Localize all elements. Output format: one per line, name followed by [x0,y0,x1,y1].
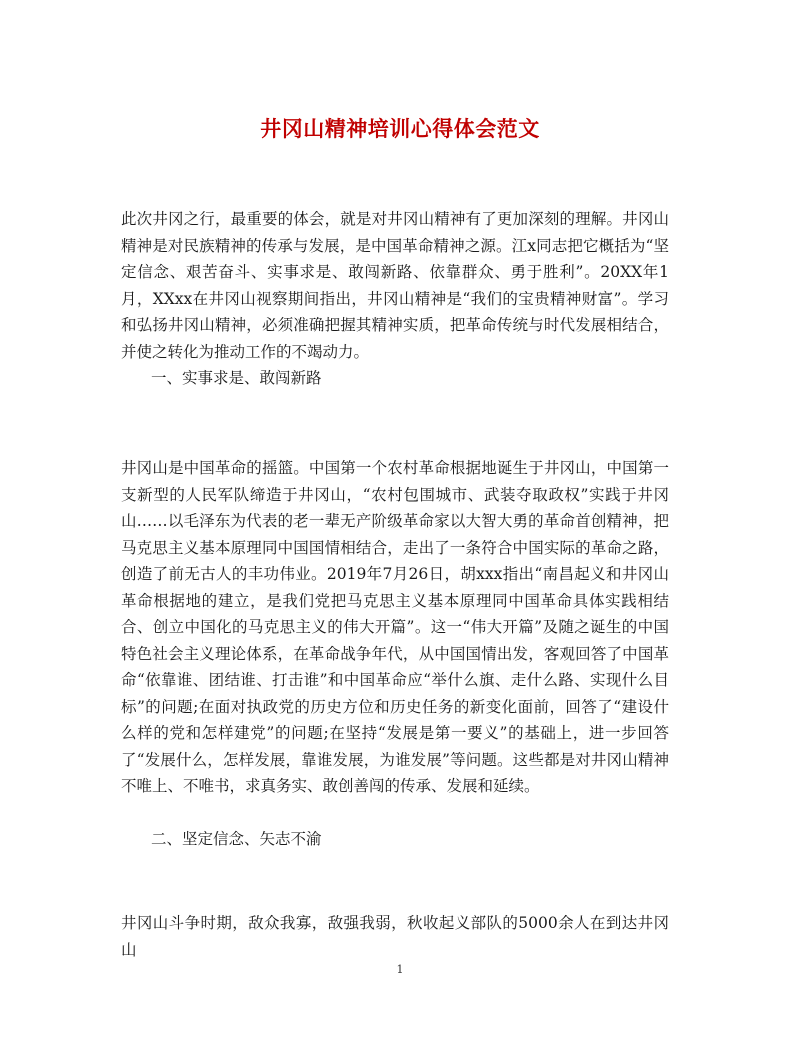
document-title: 井冈山精神培训心得体会范文 [260,116,540,141]
page-number: 1 [396,963,404,976]
section-heading-2: 二、坚定信念、矢志不渝 [151,830,322,848]
paragraph-section-1: 井冈山是中国革命的摇篮。中国第一个农村革命根据地诞生于井冈山，中国第一支新型的人民军队缔造于井冈山，“农村包围城市、武装夺取政权”实践于井冈山……以毛泽东为代表的老一辈无产阶级革命家以大智大勇的革命首创精神，把马克思主义基本原理同中国国情相结合，走出了一条符合中国实际的革命之路，创造了前无古人的丰功伟业。2019年7月26日，胡xxx指出“南昌起义和井冈山革命根据地的建立，是我们党把马克思主义基本原理同中国革命具体实践相结合、创立中国化的马克思主义的伟大开篇”。这一“伟大开篇”及随之诞生的中国特色社会主义理论体系，在革命战争年代，从中国国情出发，客观回答了中国革命“依靠谁、团结谁、打击谁”和中国革命应“举什么旗、走什么路、实现什么目标”的问题;在面对执政党的历史方位和历史任务的新变化面前，回答了“建设什么样的党和怎样建党”的问题;在坚持“发展是第一要义”的基础上，进一步回答了“发展什么，怎样发展，靠谁发展，为谁发展”等问题。这些都是对井冈山精神不唯上、不唯书，求真务实、敢创善闯的传承、发展和延续。 [121,459,669,795]
paragraph-section-2: 井冈山斗争时期，敌众我寡，敌强我弱，秋收起义部队的5000余人在到达井冈山 [121,914,669,959]
paragraph-intro: 此次井冈之行，最重要的体会，就是对井冈山精神有了更加深刻的理解。井冈山精神是对民族精神的传承与发展，是中国革命精神之源。江x同志把它概括为“坚定信念、艰苦奋斗、实事求是、敢闯新路、依靠群众、勇于胜利”。20XX年1月，XXxx在井冈山视察期间指出，井冈山精神是“我们的宝贵精神财富”。学习和弘扬井冈山精神，必须准确把握其精神实质，把革命传统与时代发展相结合，并使之转化为推动工作的不竭动力。 [121,210,669,361]
section-heading-1: 一、实事求是、敢闯新路 [151,369,322,387]
